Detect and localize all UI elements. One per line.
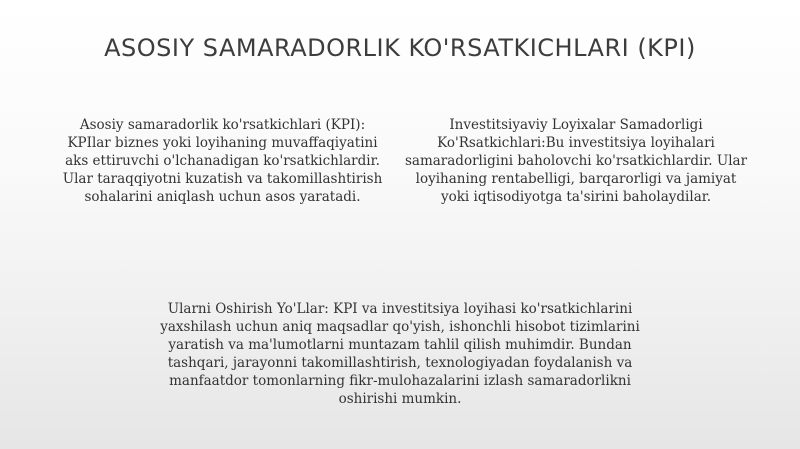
investment-kpi-text: Investitsiyaviy Loyixalar Samadorligi Ko'Rsatkichlari:Bu investitsiya loyihalari samaradorligini baholovchi ko'rsatkichlardir. Ular loyihaning rentabelligi, barqarorligi va jamiyat yoki iqtisodiyotga ta'sirini baholaydilar. bbox=[404, 117, 748, 205]
kpi-definition-text: Asosiy samaradorlik ko'rsatkichlari (KPI): KPIlar biznes yoki loyihaning muvaffaqiyatini aks ettiruvchi o'lchanadigan ko'rsatkichlardir. Ular taraqqiyotni kuzatish va takomillashtirish sohalarini aniqlash uchun asos yaratadi. bbox=[62, 117, 383, 205]
improvement-ways-text: Ularni Oshirish Yo'Llar: KPI va investitsiya loyihasi ko'rsatkichlarini yaxshilash uchun aniq maqsadlar qo'yish, ishonchli hisobot tizimlarini yaratish va ma'lumotlarni muntazam tahlil qilish muhimdir. Bundan tashqari, jarayonni takomillashtirish, texnologiyadan foydalanish va manfaatdor tomonlarning fikr-mulohazalarini izlash samaradorlikni oshirishi mumkin. bbox=[160, 301, 640, 407]
slide-title: ASOSIY SAMARADORLIK KO'RSATKICHLARI (KPI) bbox=[104, 34, 696, 62]
